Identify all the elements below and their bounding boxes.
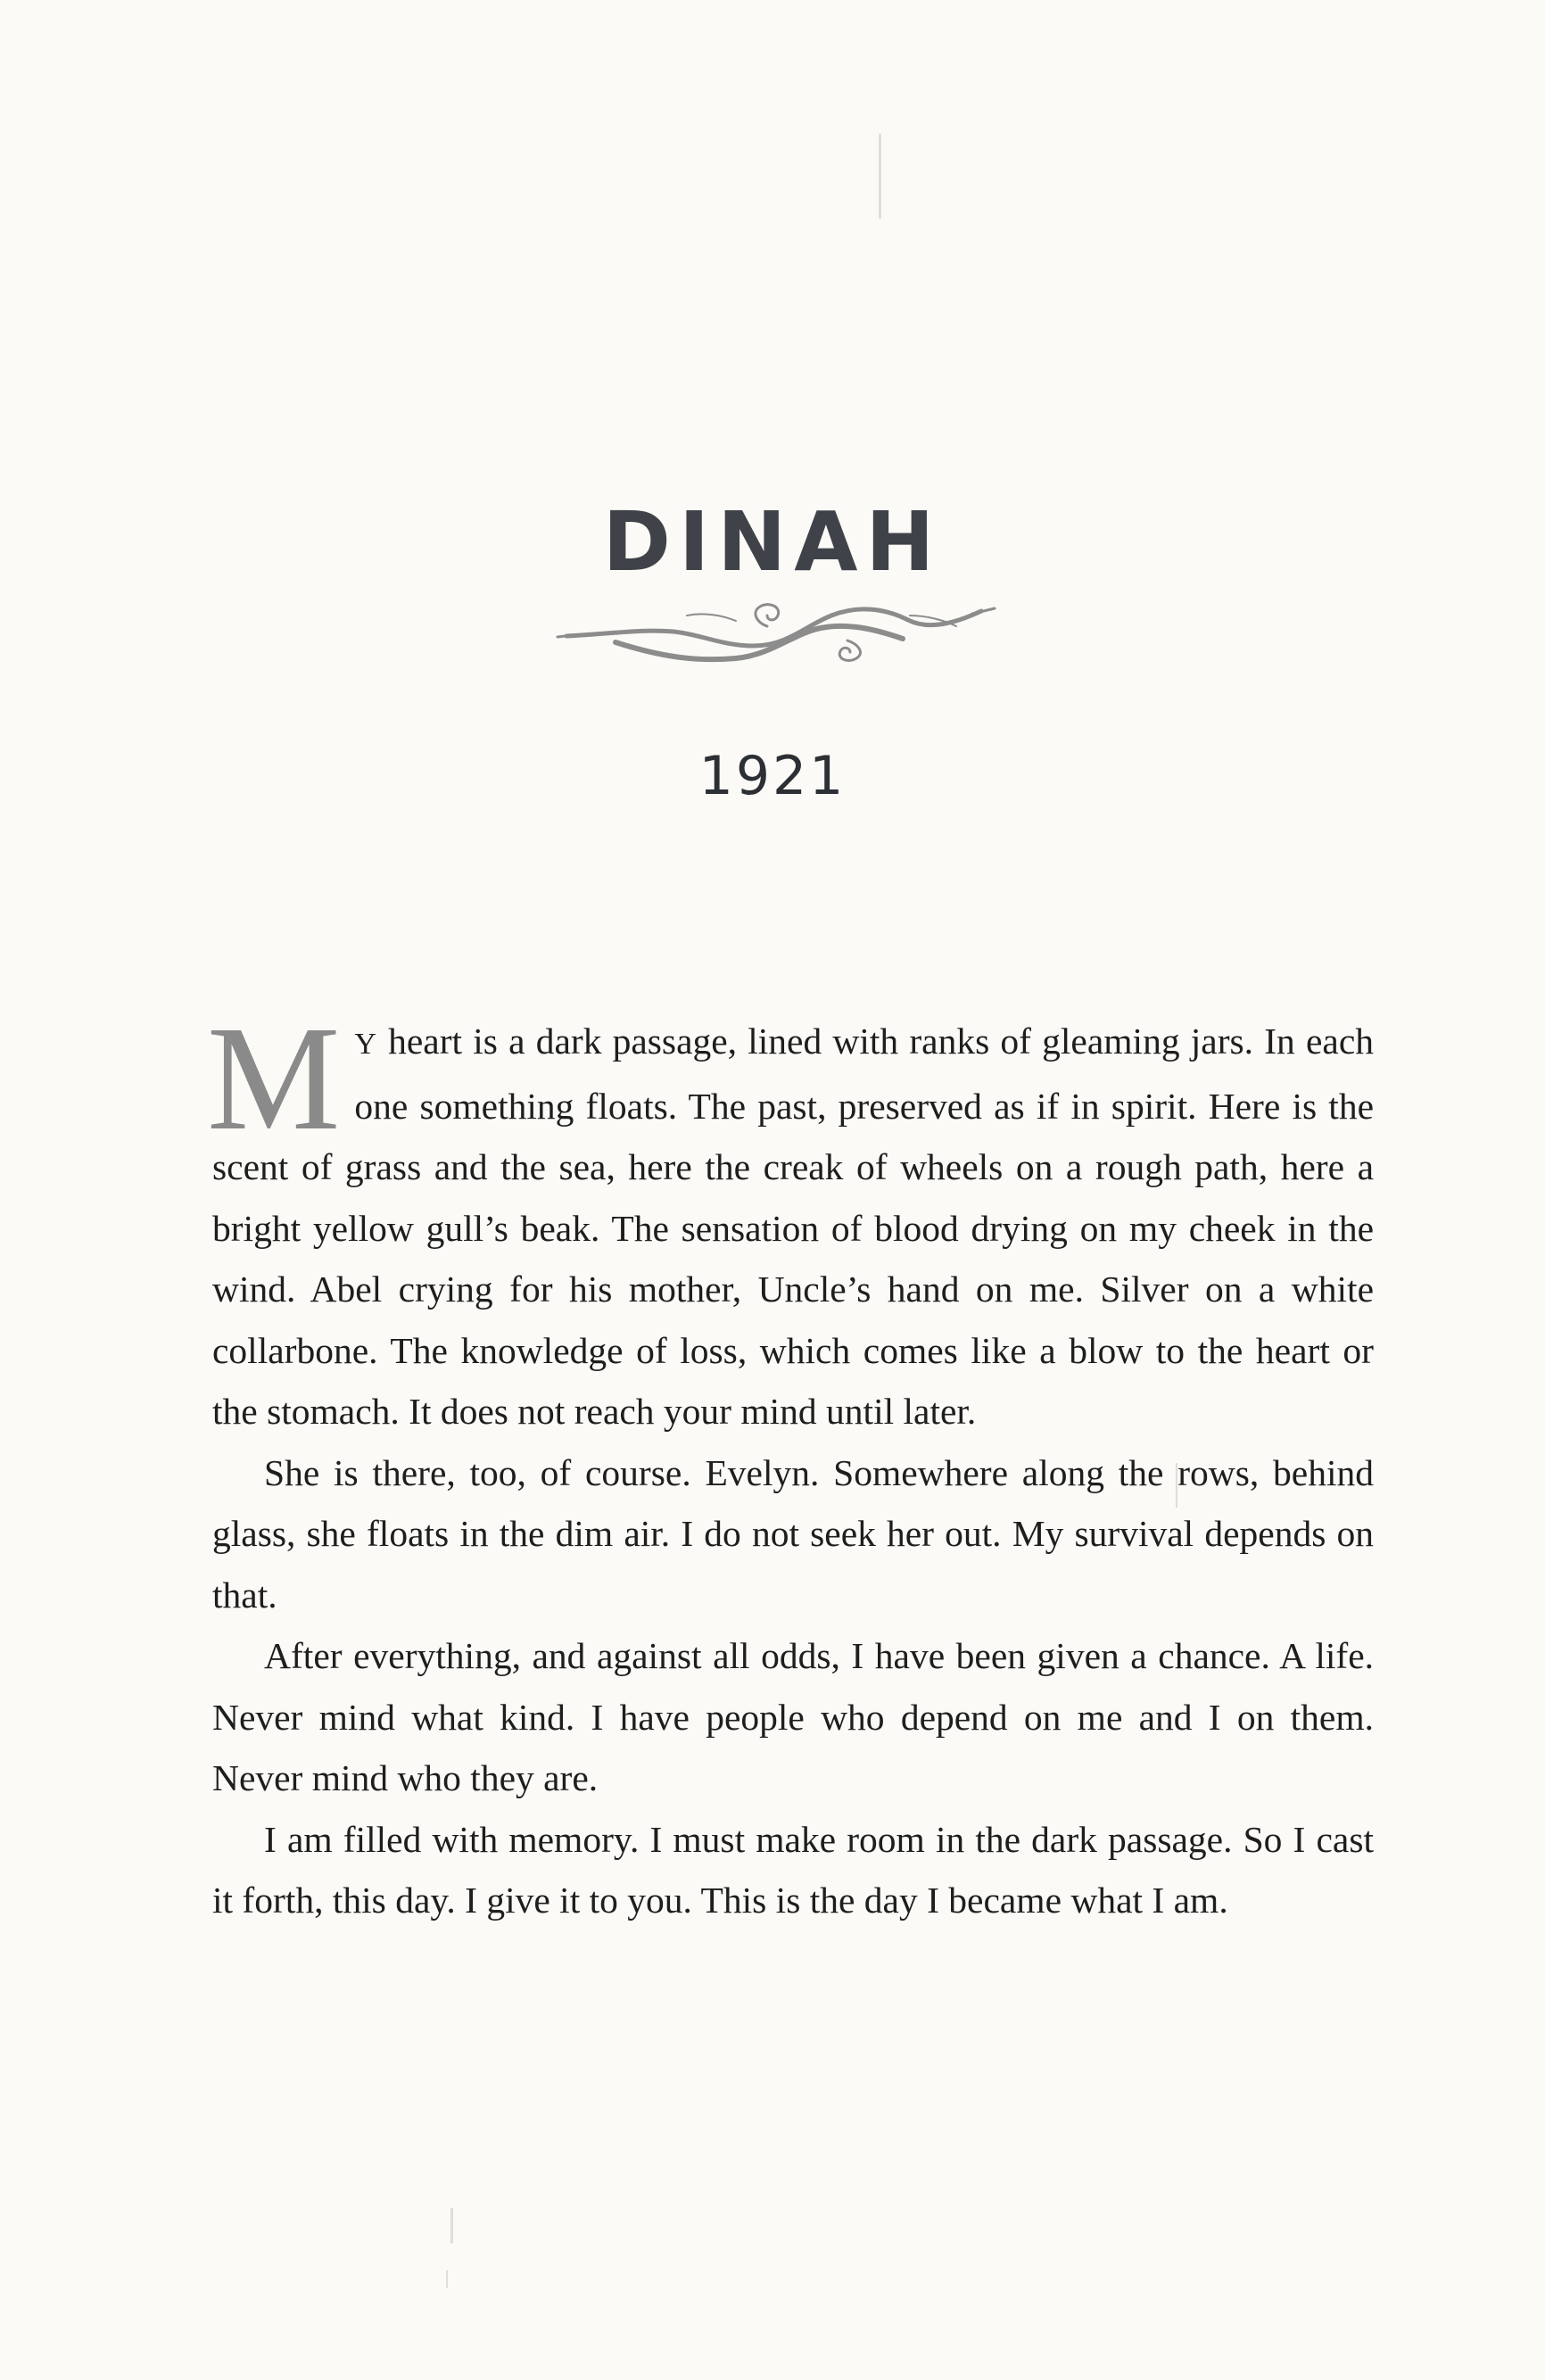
chapter-title: DINAH xyxy=(602,493,943,590)
drop-cap: M xyxy=(207,996,341,1161)
scan-speck xyxy=(450,2208,453,2244)
chapter-year: 1921 xyxy=(698,745,847,807)
paragraph: She is there, too, of course. Evelyn. Somewhere along the rows, behind glass, she floats in the dim air. I do not seek her out. My survival depends on that. xyxy=(212,1451,1374,1616)
scroll-flourish-icon xyxy=(553,580,999,669)
paragraph: I am filled with memory. I must make room in the dark passage. So I cast it forth, this day. I give it to you. This is the day I became what I am. xyxy=(212,1818,1374,1921)
paragraph-text: heart is a dark passage, lined with ranks of gleaming jars. In each one something floats. The past, preserved as if in spirit. Here is the scent of grass and the sea, here the creak of wheels on a rough path, here a bright yellow gull’s beak. The sensation of blood drying on my cheek in the wind. Abel crying for his mother, Uncle’s hand on me. Silver on a white collarbone. The knowledge of loss, which comes like a blow to the heart or the stomach. It does not reach your mind until later. xyxy=(212,1021,1374,1432)
paragraph xyxy=(207,996,1374,1442)
lead-in: Y xyxy=(354,1028,377,1061)
chapter-body xyxy=(207,996,1374,1931)
scan-speck xyxy=(879,134,881,219)
paragraph: After everything, and against all odds, I have been given a chance. A life. Never mind what kind. I have people who depend on me and I on them. Never mind who they are. xyxy=(212,1635,1374,1798)
scan-speck xyxy=(446,2270,448,2288)
